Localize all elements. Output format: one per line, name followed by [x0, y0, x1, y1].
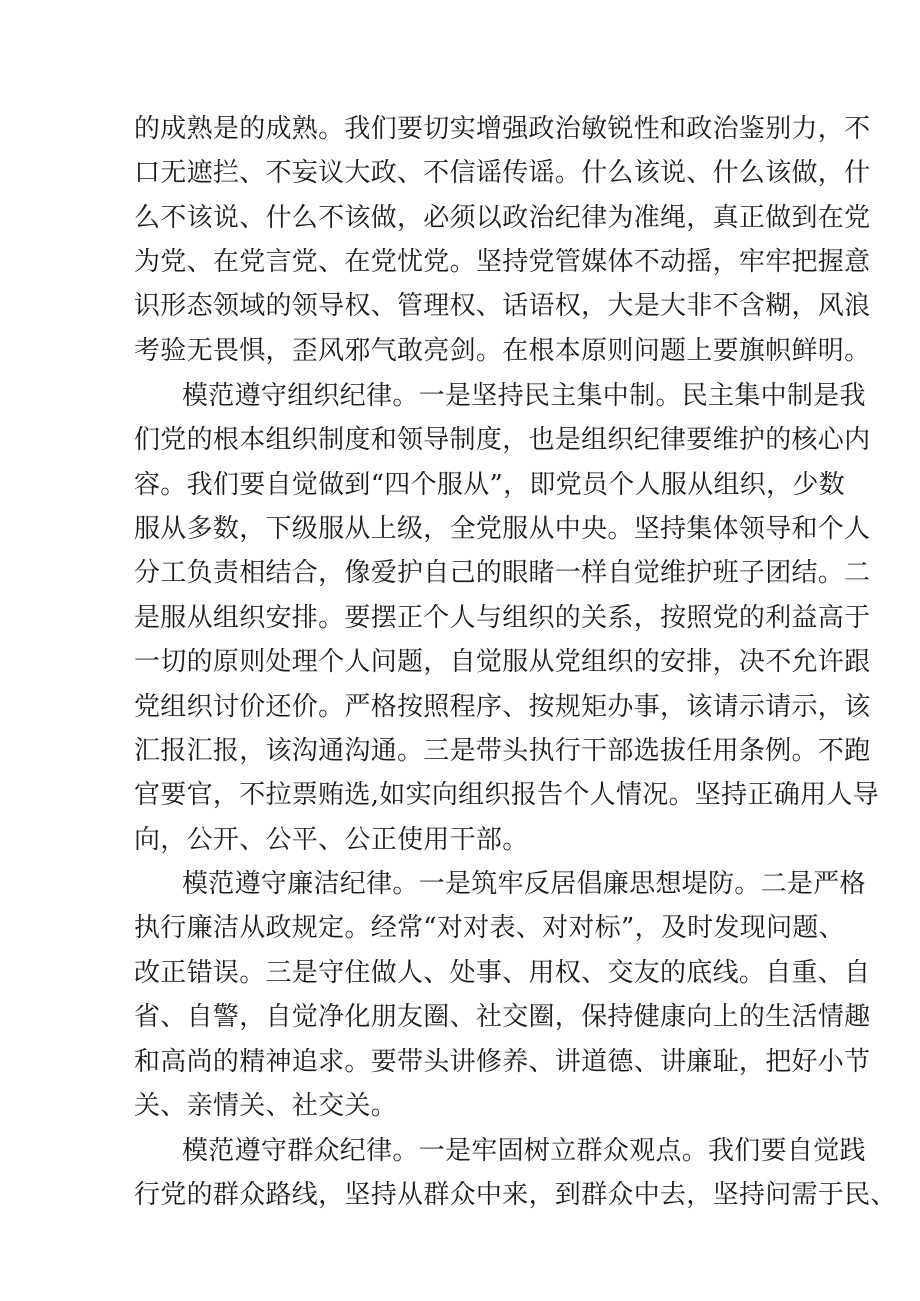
text-line: 向，公开、公平、公正使用干部。 — [134, 825, 529, 855]
text-line: 识形态领域的领导权、管理权、话语权，大是大非不含糊，风浪 — [134, 291, 871, 321]
text-line: 和高尚的精神追求。要带头讲修养、讲道德、讲廉耻，把好小节 — [134, 1047, 871, 1077]
text-line: 容。我们要自觉做到“四个服从”，即党员个人服从组织，少数 — [134, 470, 845, 500]
text-line: 党组织讨价还价。严格按照程序、按规矩办事，该请示请示，该 — [134, 692, 871, 722]
text-line: 改正错误。三是守住做人、处事、用权、交友的底线。自重、自 — [134, 958, 871, 988]
text-line: 执行廉洁从政规定。经常“对对表、对对标”，及时发现问题、 — [134, 913, 845, 943]
text-line: 考验无畏惧，歪风邪气敢亮剑。在根本原则问题上要旗帜鲜明。 — [134, 336, 871, 366]
text-line: 分工负责相结合，像爱护自己的眼睹一样自觉维护班子团结。二 — [134, 558, 871, 588]
text-line: 汇报汇报，该沟通沟通。三是带头执行干部选拔任用条例。不跑 — [134, 736, 871, 766]
text-line: 官要官，不拉票贿选,如实向组织报告个人情况。坚持正确用人导 — [134, 780, 879, 810]
text-line: 为党、在党言党、在党忧党。坚持党管媒体不动摇，牢牢把握意 — [134, 247, 871, 277]
text-line: 是服从组织安排。要摆正个人与组织的关系，按照党的利益高于 — [134, 603, 871, 633]
text-line: 么不该说、什么不该做，必须以政治纪律为准绳，真正做到在党 — [134, 203, 871, 233]
text-line: 行党的群众路线，坚持从群众中来，到群众中去，坚持问需于民、 — [134, 1180, 897, 1210]
text-line: 的成熟是的成熟。我们要切实增强政治敏锐性和政治鉴别力，不 — [134, 114, 871, 144]
text-line: 一切的原则处理个人问题，自觉服从党组织的安排，决不允许跟 — [134, 647, 871, 677]
text-line: 口无遮拦、不妄议大政、不信谣传谣。什么该说、什么该做，什 — [134, 158, 871, 188]
paragraph-first-line: 模范遵守群众纪律。一是牢固树立群众观点。我们要自觉践 — [182, 1136, 866, 1166]
text-line: 省、自警，自觉净化朋友圈、社交圈，保持健康向上的生活情趣 — [134, 1002, 871, 1032]
paragraph-first-line: 模范遵守组织纪律。一是坚持民主集中制。民主集中制是我 — [182, 381, 866, 411]
text-line: 们党的根本组织制度和领导制度，也是组织纪律要维护的核心内 — [134, 425, 871, 455]
text-line: 关、亲情关、社交关。 — [134, 1091, 398, 1121]
paragraph-first-line: 模范遵守廉洁纪律。一是筑牢反居倡廉思想堤防。二是严格 — [182, 869, 866, 899]
text-line: 服从多数，下级服从上级，全党服从中央。坚持集体领导和个人 — [134, 514, 871, 544]
